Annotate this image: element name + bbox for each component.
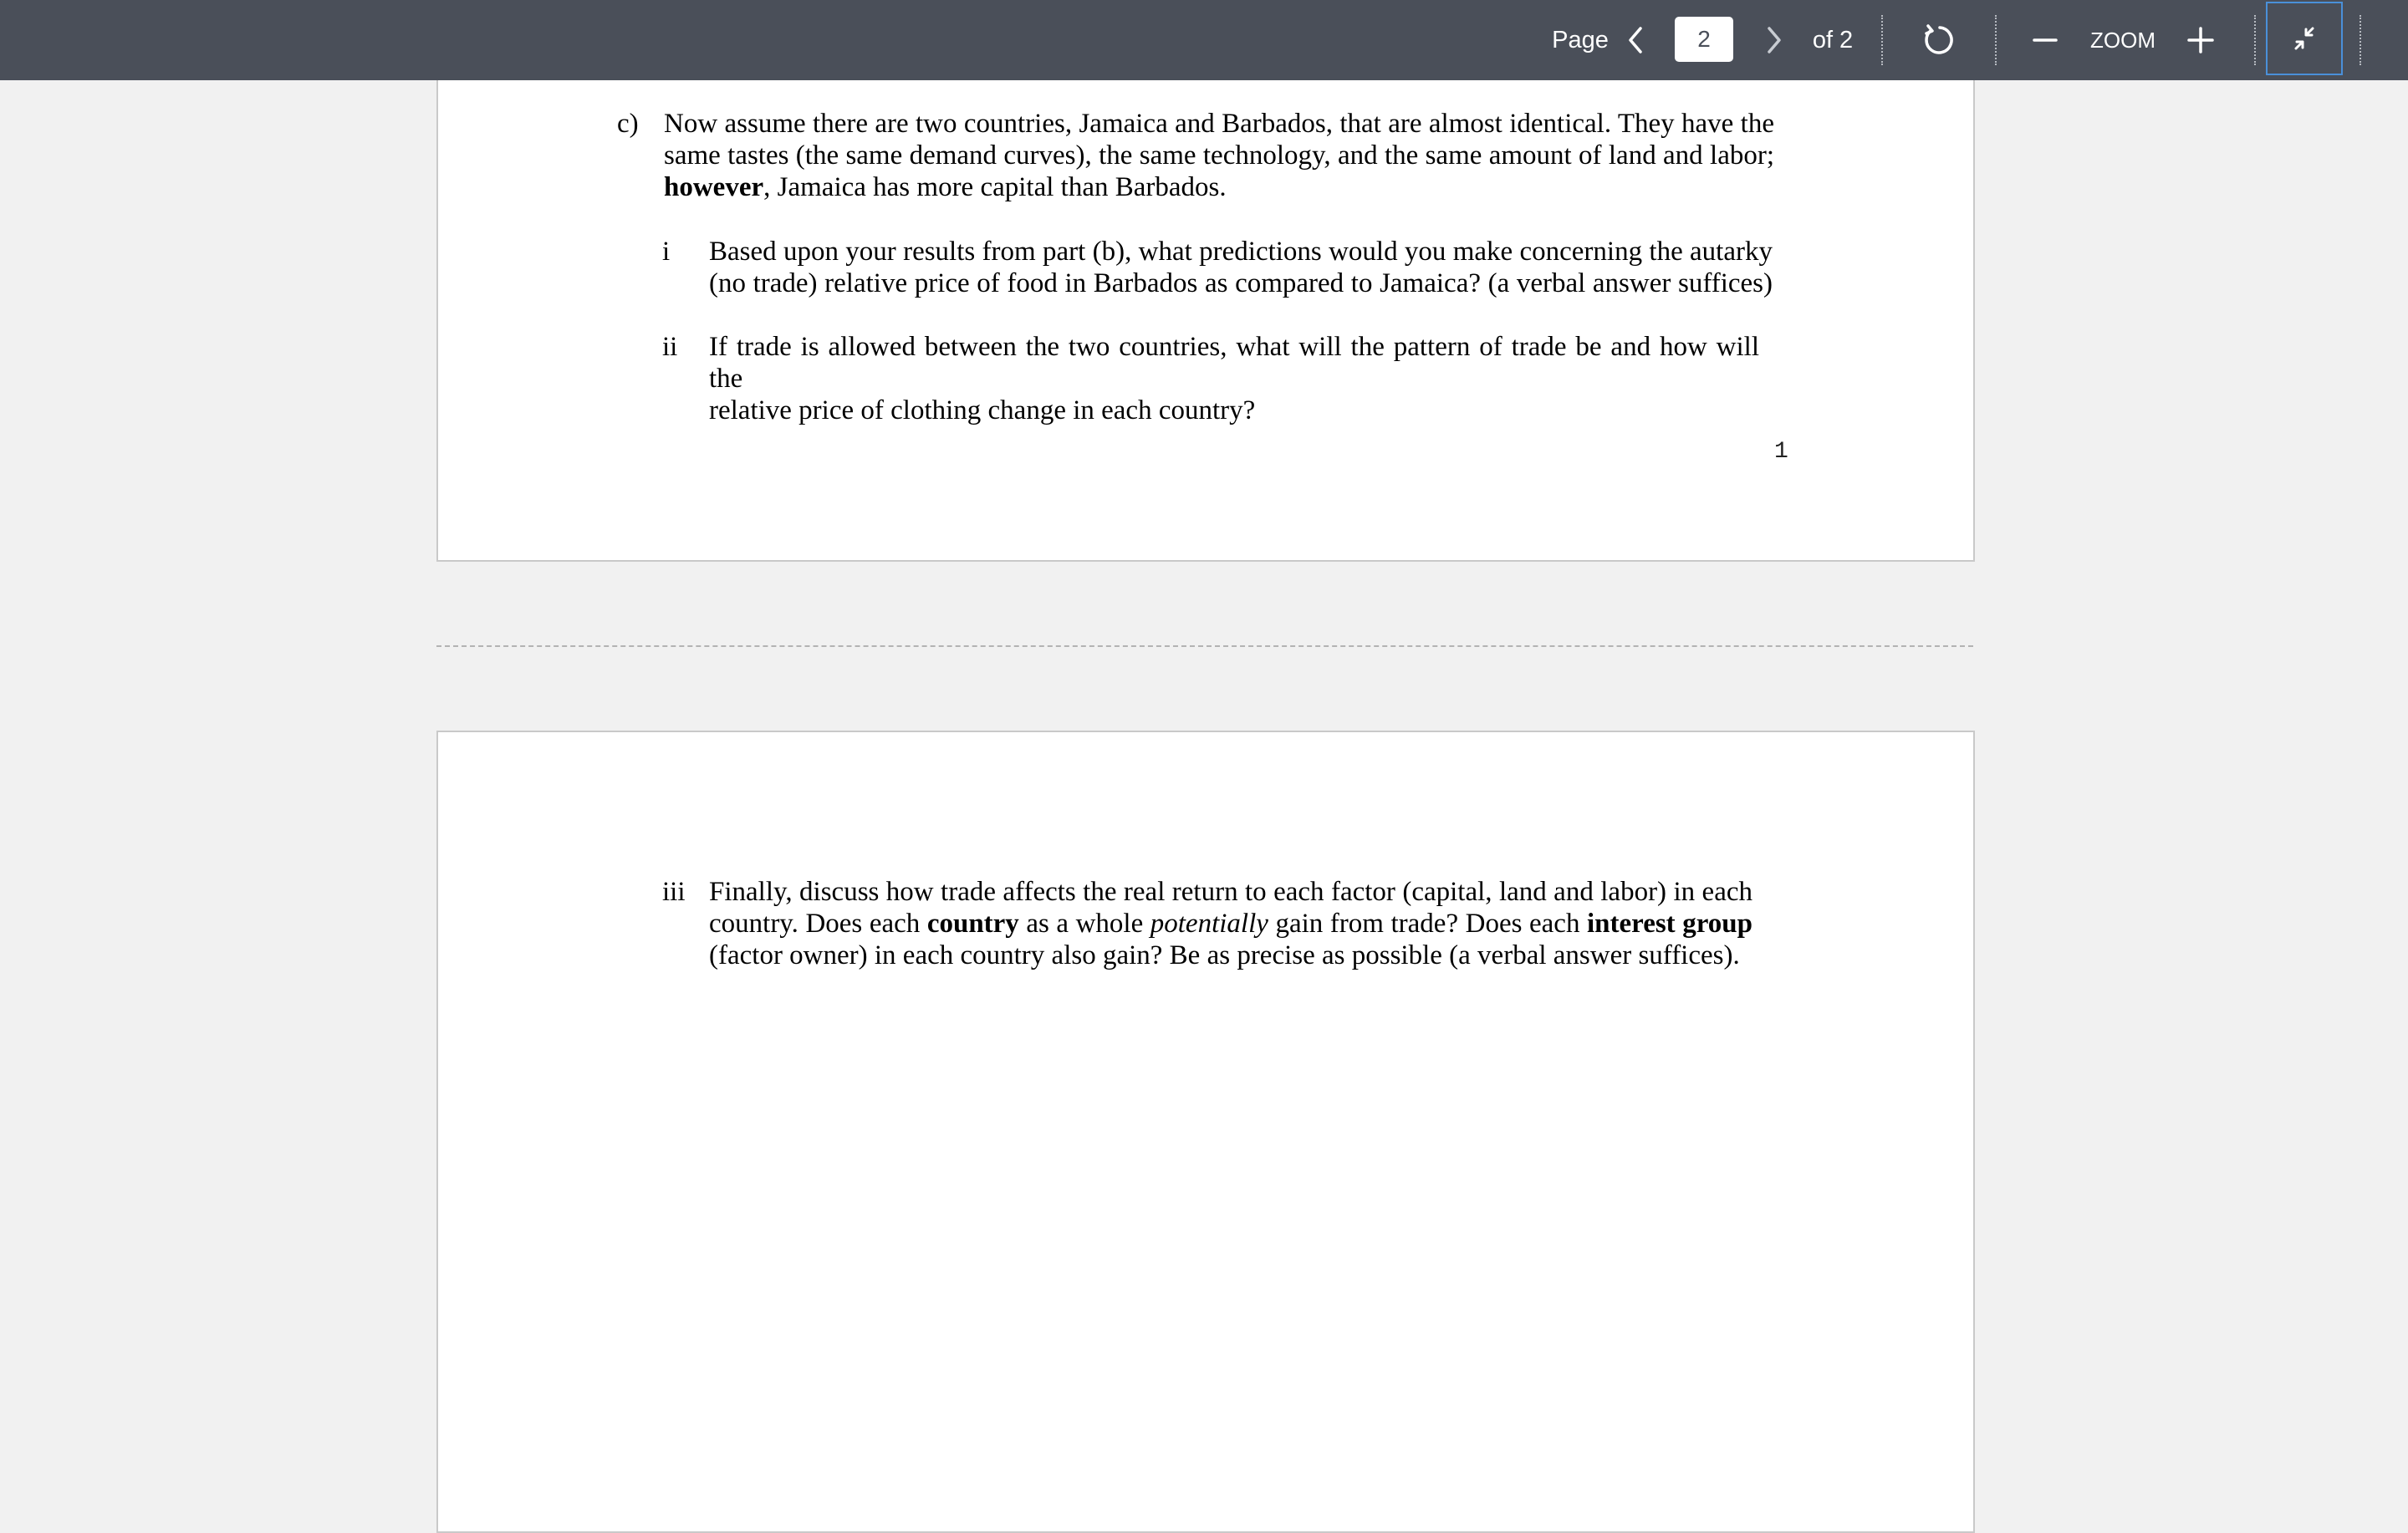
plus-icon[interactable] [2184,0,2217,80]
chevron-right-icon[interactable] [1758,0,1791,80]
toolbar-divider [1995,15,1997,65]
question-c-text [664,108,1774,203]
question-iii-line-2-part: country. Does each [709,909,927,939]
document-page-2 [436,731,1975,1533]
question-iii-line-1: Finally, discuss how trade affects the real return to each factor (capital, land and labor) in each [709,877,1752,907]
question-ii-line-1: If trade is allowed between the two countries, what will the pattern of trade be and how will the [709,332,1759,394]
page-label: Page [1552,26,1609,53]
question-i-line-2: (no trade) relative price of food in Barbados as compared to Jamaica? (a verbal answer suffices) [709,268,1773,298]
toolbar-divider [2360,15,2361,65]
question-i-line-1: Based upon your results from part (b), what predictions would you make concerning the autarky [709,237,1773,267]
toolbar-divider [1881,15,1883,65]
question-ii-text [709,331,1759,426]
question-iii-line-2 [709,908,1752,940]
page-separator [436,645,1973,647]
question-marker-c: c) [617,109,639,139]
chevron-left-icon[interactable] [1619,0,1652,80]
page-count-label: of 2 [1812,26,1854,53]
emphasis-potentially: potentially [1150,909,1268,939]
collapse-button[interactable] [2266,2,2343,75]
question-c-line-2: same tastes (the same demand curves), the same technology, and the same amount of land and labor; [664,140,1774,171]
collapse-icon [2288,22,2321,55]
question-c-line-3 [664,171,1774,203]
question-iii-line-2-part: gain from trade? Does each [1268,909,1587,939]
rotate-icon[interactable] [1920,0,1960,80]
question-iii-line-2-part: as a whole [1018,909,1150,939]
question-iii-text [709,876,1752,971]
zoom-label: ZOOM [2090,27,2155,53]
pdf-toolbar [0,0,2408,80]
emphasis-interest-group: interest group [1586,909,1752,939]
minus-icon[interactable] [2028,0,2062,80]
question-c-line-1: Now assume there are two countries, Jamaica and Barbados, that are almost identical. They have the [664,109,1774,139]
toolbar-divider [2254,15,2256,65]
question-ii-line-2: relative price of clothing change in each country? [709,395,1256,425]
question-marker-i: i [662,237,671,267]
emphasis-however: however [664,172,764,202]
question-marker-ii: ii [662,332,678,362]
question-i-text [709,236,1773,299]
emphasis-country: country [926,909,1019,939]
page-number-input[interactable] [1675,17,1733,62]
page-number: 1 [1774,439,1788,465]
question-iii-line-3: (factor owner) in each country also gain? Be as precise as possible (a verbal answer suffices). [709,940,1740,970]
question-c-line-3-rest: , Jamaica has more capital than Barbados. [763,172,1227,202]
question-marker-iii: iii [662,877,686,907]
